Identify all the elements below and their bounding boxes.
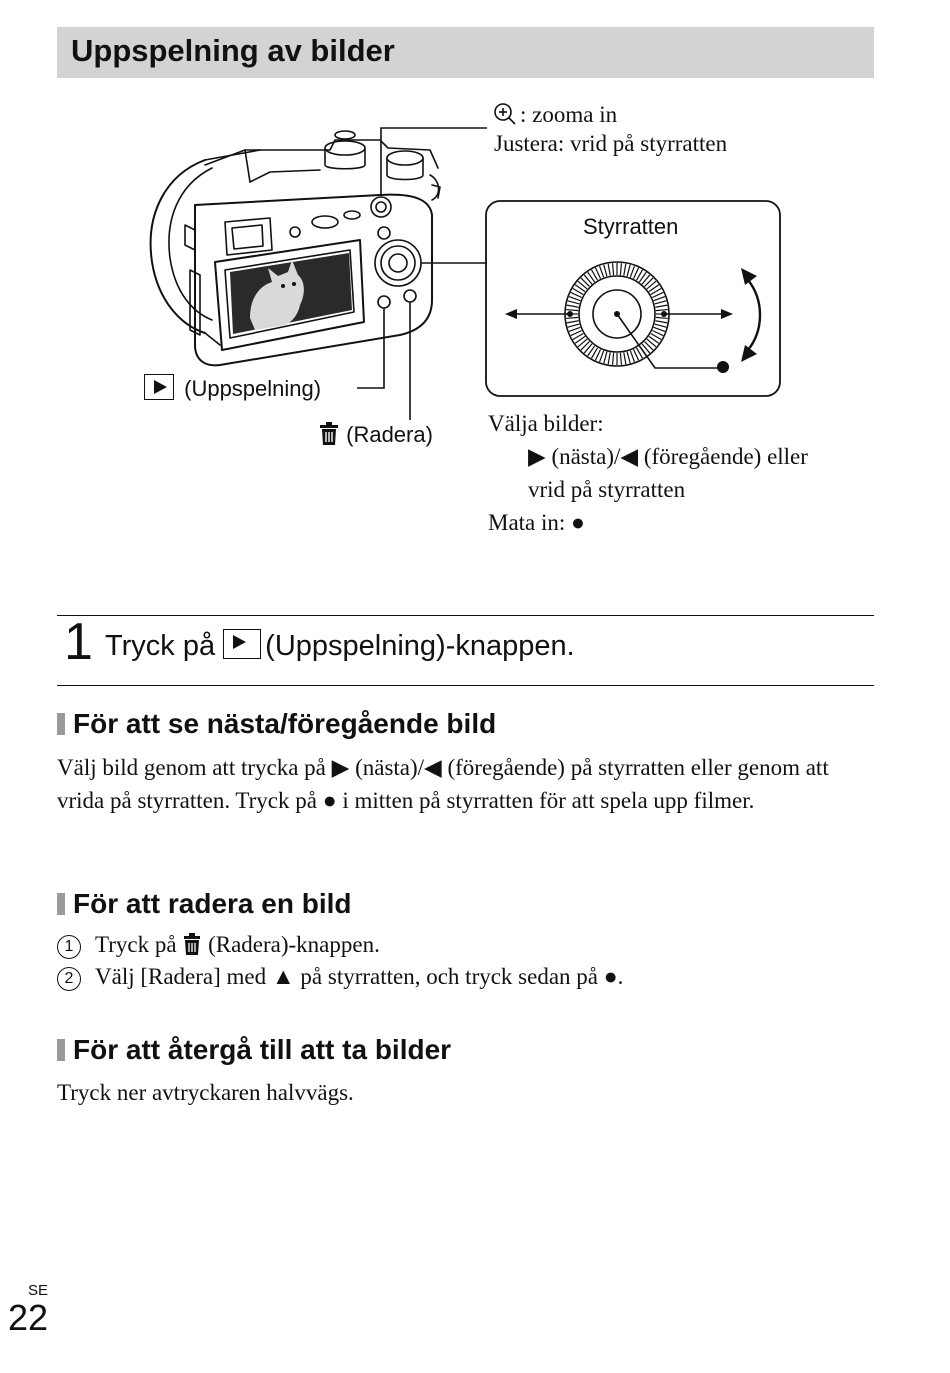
dial-ridge (655, 324, 667, 327)
select-line2: vrid på styrratten (528, 477, 686, 502)
dial-ridge (567, 321, 579, 323)
playback-callout (144, 374, 321, 402)
section-heading-return (57, 1033, 451, 1067)
select-line1: ▶ (nästa)/◀ (föregående) eller (528, 444, 808, 469)
dial-ridge (655, 301, 667, 304)
section-heading-delete (57, 887, 352, 921)
delete-callout (318, 422, 433, 448)
dial-box-title: Styrratten (583, 214, 679, 239)
dial-ridge (656, 310, 668, 311)
section-heading-text: För att se nästa/föregående bild (73, 708, 497, 739)
dial-ridge (569, 327, 580, 331)
dial-ridge (656, 317, 668, 318)
step-number: 1 (64, 613, 93, 671)
playback-icon (144, 374, 174, 400)
dial-ridge (627, 352, 630, 364)
adjust-label: Justera: vrid på styrratten (494, 131, 728, 156)
section-heading-text: För att återgå till att ta bilder (73, 1034, 452, 1065)
dial-ridge (624, 352, 626, 364)
dial-diagram (505, 262, 760, 373)
playback-label: (Uppspelning) (184, 376, 322, 401)
dial-ridge (620, 263, 621, 275)
step-text-after: (Uppspelning)-knappen. (265, 630, 575, 662)
dial-ridge (655, 321, 667, 323)
list-text-before: Tryck på (95, 932, 177, 957)
trash-icon (318, 422, 340, 446)
dial-ridge (624, 264, 626, 276)
trash-icon (182, 933, 202, 956)
section-body-next-prev: Välj bild genom att trycka på ▶ (nästa)/◀ (föregående) på styrratten eller genom att vrida på styrratten. Tryck på ● i mitten på styrratten för att spela upp filmer. (57, 755, 829, 813)
dial-ridge (613, 353, 614, 365)
section-heading-next-prev (57, 707, 496, 741)
list-number: 2 (57, 967, 81, 991)
camera-illustration (0, 0, 950, 560)
dial-ridge (567, 305, 579, 307)
dial-ridge (608, 264, 610, 276)
zoom-label: : zooma in (520, 102, 618, 127)
dial-ridge (620, 353, 621, 365)
dial-ridge (608, 352, 610, 364)
section-marker (57, 713, 65, 735)
dial-ridge (627, 265, 630, 277)
page-number: 22 (8, 1297, 49, 1338)
dial-ridge (613, 263, 614, 275)
enter-label: Mata in: ● (488, 510, 585, 535)
page-language: SE (28, 1282, 49, 1299)
list-item (57, 961, 623, 993)
page-title: Uppspelning av bilder (71, 33, 395, 68)
section-marker (57, 1039, 65, 1061)
list-text: Välj [Radera] med ▲ på styrratten, och tryck sedan på ●. (95, 964, 624, 989)
dial-ridge (654, 327, 665, 331)
dial-ridge (566, 310, 578, 311)
section-marker (57, 893, 65, 915)
dial-ridge (600, 266, 604, 277)
dial-ridge (654, 297, 665, 301)
step-text (105, 628, 575, 664)
divider-top (57, 615, 874, 616)
step-text-before: Tryck på (105, 630, 216, 662)
divider-bottom (57, 685, 874, 686)
list-text-after: (Radera)-knappen. (208, 932, 380, 957)
dial-ridge (568, 324, 580, 327)
list-item (57, 929, 380, 961)
section-heading-text: För att radera en bild (73, 888, 352, 919)
dial-ridge (568, 301, 580, 304)
dial-ridge (630, 351, 634, 362)
dial-ridge (566, 317, 578, 318)
section-body-return: Tryck ner avtryckaren halvvägs. (57, 1080, 354, 1105)
list-number: 1 (57, 935, 81, 959)
select-heading: Välja bilder: (488, 411, 604, 436)
dial-ridge (604, 265, 607, 277)
dial-ridge (569, 297, 580, 301)
dial-ridge (630, 266, 634, 277)
dial-ridge (655, 305, 667, 307)
delete-label: (Radera) (346, 422, 433, 447)
step-playback-icon (223, 629, 261, 659)
dial-ridge (604, 352, 607, 364)
dial-ridge (600, 351, 604, 362)
